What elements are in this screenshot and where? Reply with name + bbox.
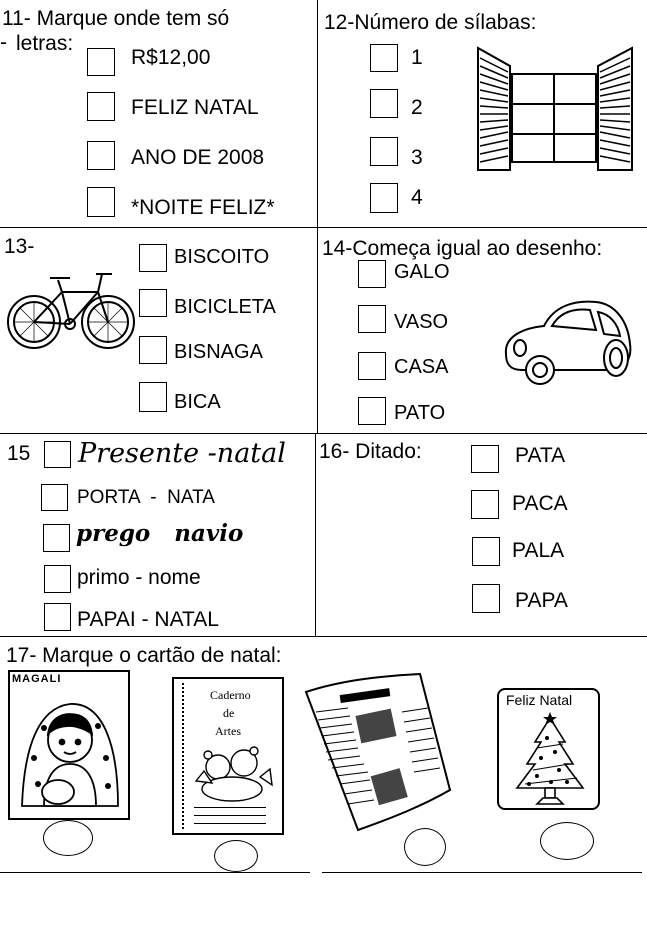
feliz-natal-answer-oval[interactable]: [540, 822, 594, 860]
christmas-tree-illustration: [507, 712, 593, 808]
q11-option-2: FELIZ NATAL: [131, 96, 259, 119]
q14-option-4: PATO: [394, 402, 446, 424]
q11-option-3: ANO DE 2008: [131, 146, 265, 169]
divider-bottom-right: [322, 872, 642, 873]
q15-checkbox-4[interactable]: [44, 565, 71, 593]
q16-option-1: PATA: [515, 444, 566, 467]
q12-checkbox-1[interactable]: [370, 44, 398, 72]
feliz-natal-title: Feliz Natal: [506, 692, 573, 708]
q15-checkbox-3[interactable]: [43, 524, 70, 552]
q13-option-4: BICA: [174, 391, 221, 413]
q15-checkbox-5[interactable]: [44, 603, 71, 631]
pooh-illustration: [188, 741, 278, 801]
q13-option-1: BISCOITO: [174, 246, 270, 268]
magali-card: [8, 670, 130, 820]
q15-option-3: prego navio: [76, 520, 244, 547]
q16-title: 16- Ditado:: [319, 440, 422, 463]
q12-title: 12-Número de sílabas:: [324, 11, 537, 34]
caderno-line-2: [194, 815, 266, 816]
q13-checkbox-3[interactable]: [139, 336, 167, 364]
q16-checkbox-3[interactable]: [472, 537, 500, 566]
q11-option-4: *NOITE FELIZ*: [131, 196, 275, 219]
q15-option-1: Presente -natal: [78, 438, 286, 469]
divider-row2: [0, 433, 647, 434]
q12-option-4: 4: [411, 186, 423, 209]
q14-checkbox-4[interactable]: [358, 397, 386, 425]
q14-option-1: GALO: [394, 261, 450, 283]
magali-answer-oval[interactable]: [43, 820, 93, 856]
caderno-line-1: [194, 807, 266, 808]
caderno-spiral: [176, 683, 184, 829]
caderno-title-1: Caderno: [210, 688, 251, 702]
q16-option-3: PALA: [512, 539, 565, 562]
q11-checkbox-4[interactable]: [87, 187, 115, 217]
q15-number: 15: [7, 442, 31, 465]
q12-checkbox-4[interactable]: [370, 183, 398, 213]
q14-checkbox-3[interactable]: [358, 352, 386, 380]
q12-option-3: 3: [411, 146, 423, 169]
q11-option-1: R$12,00: [131, 46, 211, 69]
q14-checkbox-2[interactable]: [358, 305, 386, 333]
caderno-title-3: Artes: [215, 724, 241, 738]
q16-checkbox-4[interactable]: [472, 584, 500, 613]
q11-title-cont: letras:: [16, 32, 74, 55]
q13-option-2: BICICLETA: [174, 296, 276, 318]
q17-title: 17- Marque o cartão de natal:: [6, 644, 282, 667]
divider-row3: [0, 636, 647, 637]
divider-row1: [0, 227, 647, 228]
caderno-title-2: de: [223, 706, 235, 720]
newspaper-answer-oval[interactable]: [404, 828, 446, 866]
newspaper-illustration: [302, 672, 452, 832]
magali-label: MAGALI: [12, 673, 62, 685]
q15-option-5: PAPAI - NATAL: [77, 608, 219, 631]
q14-option-3: CASA: [394, 356, 449, 378]
q16-checkbox-1[interactable]: [471, 445, 499, 473]
q11-checkbox-2[interactable]: [87, 92, 115, 121]
q16-checkbox-2[interactable]: [471, 490, 499, 519]
divider-col2: [315, 433, 316, 636]
q15-option-4: primo - nome: [77, 566, 201, 589]
q12-option-1: 1: [411, 46, 423, 69]
divider-bottom: [0, 872, 310, 873]
caderno-answer-oval[interactable]: [214, 840, 258, 872]
q12-checkbox-2[interactable]: [370, 89, 398, 118]
q13-checkbox-2[interactable]: [139, 289, 167, 317]
q11-checkbox-1[interactable]: [87, 48, 115, 76]
bicycle-illustration: [4, 266, 136, 354]
q14-checkbox-1[interactable]: [358, 260, 386, 288]
q12-checkbox-3[interactable]: [370, 137, 398, 166]
caderno-card: [172, 677, 284, 835]
magali-illustration: [14, 688, 126, 818]
q16-option-2: PACA: [512, 492, 568, 515]
q14-option-2: VASO: [394, 311, 449, 333]
q13-checkbox-1[interactable]: [139, 244, 167, 272]
q15-option-2: PORTA - NATA: [77, 487, 215, 508]
caderno-line-3: [194, 823, 266, 824]
q12-option-2: 2: [411, 96, 423, 119]
feliz-natal-card: [497, 688, 600, 810]
q13-title: 13-: [4, 235, 35, 258]
q11-title: 11- Marque onde tem só: [2, 7, 230, 30]
q14-title: 14-Começa igual ao desenho:: [322, 237, 603, 260]
car-illustration: [500, 292, 636, 388]
q11-title-dash: -: [0, 31, 7, 54]
q15-checkbox-1[interactable]: [44, 441, 71, 468]
q13-checkbox-4[interactable]: [139, 382, 167, 412]
divider-col1: [317, 0, 318, 433]
window-illustration: [474, 44, 636, 174]
q16-option-4: PAPA: [515, 589, 568, 612]
q15-checkbox-2[interactable]: [41, 484, 68, 511]
q13-option-3: BISNAGA: [174, 341, 263, 363]
q11-checkbox-3[interactable]: [87, 141, 115, 170]
